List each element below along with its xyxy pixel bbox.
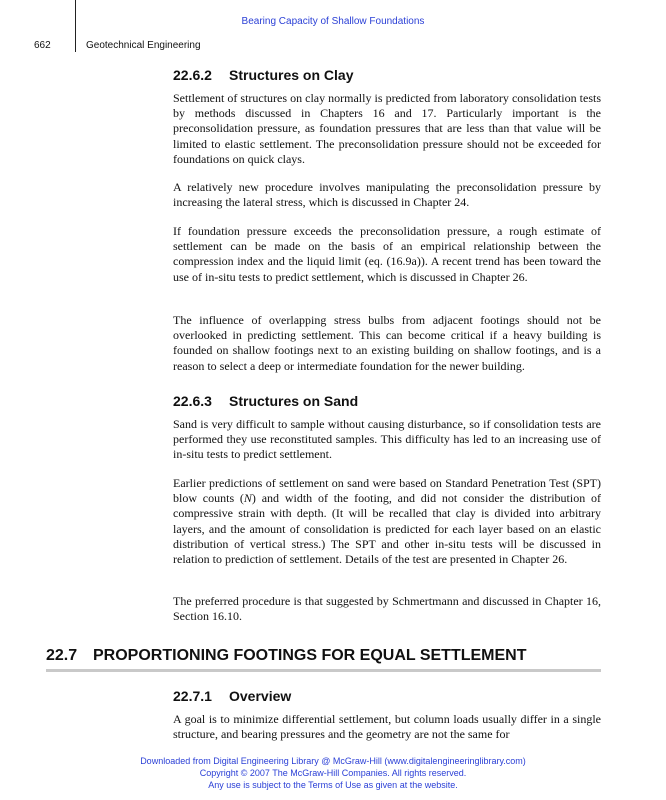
header-divider (75, 0, 76, 52)
footer-terms-link[interactable]: Any use is subject to the Terms of Use as given at the website. (208, 780, 458, 790)
section-number: 22.6.2 (173, 67, 212, 83)
section-title: Overview (229, 688, 292, 704)
section-title: Structures on Clay (229, 67, 354, 83)
running-head: Bearing Capacity of Shallow Foundations (241, 16, 425, 27)
paragraph: Sand is very difficult to sample without causing disturbance, so if consolidation tests are performed they use reconstituted samples. This difficulty has led to an increasing use of in-situ tests to predict settlement. (173, 417, 601, 462)
paragraph: A relatively new procedure involves manipulating the preconsolidation pressure by increasing the lateral stress, which is discussed in Chapter 24. (173, 180, 601, 210)
section-heading-22-7 (46, 647, 527, 665)
section-number: 22.7 (46, 647, 78, 664)
section-number: 22.6.3 (173, 393, 212, 409)
section-title: PROPORTIONING FOOTINGS FOR EQUAL SETTLEMENT (93, 647, 527, 664)
spt-symbol: N (243, 491, 252, 506)
section-heading-22-6-3 (173, 393, 358, 409)
footer-copyright: Copyright © 2007 The McGraw-Hill Companies. All rights reserved. (199, 768, 467, 778)
paragraph: A goal is to minimize differential settlement, but column loads usually differ in a single structure, and bearing pressures and the geometry are not the same for (173, 712, 601, 742)
text-run: Earlier predictions of settlement on sand were based on Standard Penetration Test (SPT) blow counts ( (173, 476, 601, 506)
section-heading-22-6-2 (173, 67, 353, 83)
paragraph (173, 476, 601, 567)
section-rule (46, 669, 601, 672)
page-number: 662 (34, 40, 51, 51)
paragraph: The preferred procedure is that suggested by Schmertmann and discussed in Chapter 16, Section 16.10. (173, 594, 601, 624)
section-title: Structures on Sand (229, 393, 359, 409)
book-title: Geotechnical Engineering (86, 40, 201, 51)
paragraph: Settlement of structures on clay normally is predicted from laboratory consolidation tests by methods discussed in Chapters 16 and 17. Particularly important is the preconsolidation pressure, as foundation pressures that are less than that value will be limited to elastic settlement. The preconsolidation pressure should not be exceeded for foundations on quick clays. (173, 91, 601, 166)
section-heading-22-7-1 (173, 688, 291, 704)
paragraph: If foundation pressure exceeds the preconsolidation pressure, a rough estimate of settlement can be made on the basis of an empirical relationship between the compression index and the liquid limit (eq. (16.9a)). A recent trend has been toward the use of in-situ tests to predict settlement, which is discussed in Chapter 26. (173, 224, 601, 284)
text-run: ) and width of the footing, and did not consider the distribution of compressive strain with depth. (It will be recalled that clay is divided into arbitrary layers, and the amount of consolidation is predicted for each layer based on an elastic distribution of vertical stress.) The SPT and other in-situ tests will be discussed in relation to prediction of settlement. Details of the test are presented in Chapter 26. (173, 491, 601, 567)
footer-download-link[interactable]: Downloaded from Digital Engineering Library @ McGraw-Hill (www.digitalengineeringlibrary.com) (140, 756, 526, 766)
section-number: 22.7.1 (173, 688, 212, 704)
paragraph: The influence of overlapping stress bulbs from adjacent footings should not be overlooked in predicting settlement. This can become critical if a heavy building is founded on shallow footings next to an existing building on shallow footings, and is a reason to select a deep or intermediate foundation for the newer building. (173, 313, 601, 373)
